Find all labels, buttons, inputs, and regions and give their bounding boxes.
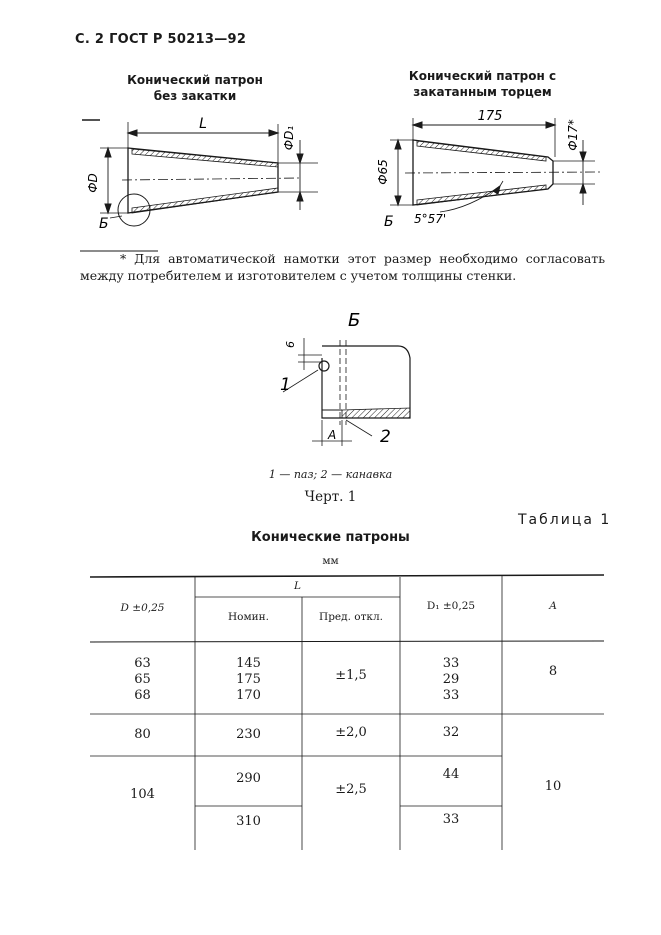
header-l-nom: Номин. <box>228 611 269 623</box>
row3-d: 104 <box>130 787 155 802</box>
row2-d1: 32 <box>442 725 460 740</box>
left-caption-line2: без закатки <box>153 89 237 103</box>
right-view-label: Б <box>384 214 394 230</box>
figure-caption: Черт. 1 <box>304 489 357 505</box>
detail-b-drawing <box>283 338 410 446</box>
footnote-text: * Для автоматической намотки этот размер необходимо согласовать между потребителем и изготовителем с учетом толщины стенки. <box>80 251 605 283</box>
table-units: мм <box>322 555 339 567</box>
left-dim-length: L <box>199 116 207 132</box>
row3-l-dev: ±2,5 <box>335 782 367 797</box>
detail-dim-a: A <box>328 428 337 442</box>
header-l: L <box>294 580 301 592</box>
table-title: Конические патроны <box>251 530 410 545</box>
detail-dim-6: 6 <box>284 341 297 348</box>
header-a: A <box>549 600 557 612</box>
table-number: Таблица 1 <box>518 512 612 528</box>
header-d: D ±0,25 <box>120 602 165 614</box>
row1-l-nom: 145 175 170 <box>236 656 261 703</box>
row2-d: 80 <box>134 727 151 742</box>
detail-label-2: 2 <box>380 427 391 447</box>
row1-a: 8 <box>548 664 558 679</box>
left-view-label: Б <box>99 216 109 232</box>
right-caption-line2: закатанным торцем <box>413 85 552 99</box>
row1-l-dev: ±1,5 <box>335 668 367 683</box>
header-l-dev: Пред. откл. <box>319 611 383 623</box>
row1-d: 63 65 68 <box>134 656 151 703</box>
row3-d1-1: 44 <box>442 767 460 782</box>
right-dim-d65: Ф65 <box>376 159 390 185</box>
right-angle-label: 5°57' <box>414 212 447 226</box>
right-dim-d17: Ф17* <box>566 119 580 151</box>
left-dim-d: ФD <box>86 173 100 193</box>
row1-d1: 33 29 33 <box>442 656 460 703</box>
right-dim-length: 175 <box>477 109 503 124</box>
header-d1: D₁ ±0,25 <box>426 600 476 612</box>
row3-d1-2: 33 <box>442 812 460 827</box>
row2-l-nom: 230 <box>236 727 261 742</box>
detail-title: Б <box>348 310 361 331</box>
detail-label-1: 1 <box>280 375 291 395</box>
page-header: С. 2 ГОСТ Р 50213—92 <box>75 32 247 47</box>
row3-l-nom-1: 290 <box>236 771 261 786</box>
left-dim-d1: ФD₁ <box>282 125 296 151</box>
left-caption-line1: Конический патрон <box>127 73 263 87</box>
figure-legend: 1 — паз; 2 — канавка <box>268 468 393 481</box>
row3-l-nom-2: 310 <box>236 814 261 829</box>
row2-l-dev: ±2,0 <box>335 725 367 740</box>
right-caption-line1: Конический патрон с <box>408 69 557 83</box>
row3-a: 10 <box>544 779 562 794</box>
